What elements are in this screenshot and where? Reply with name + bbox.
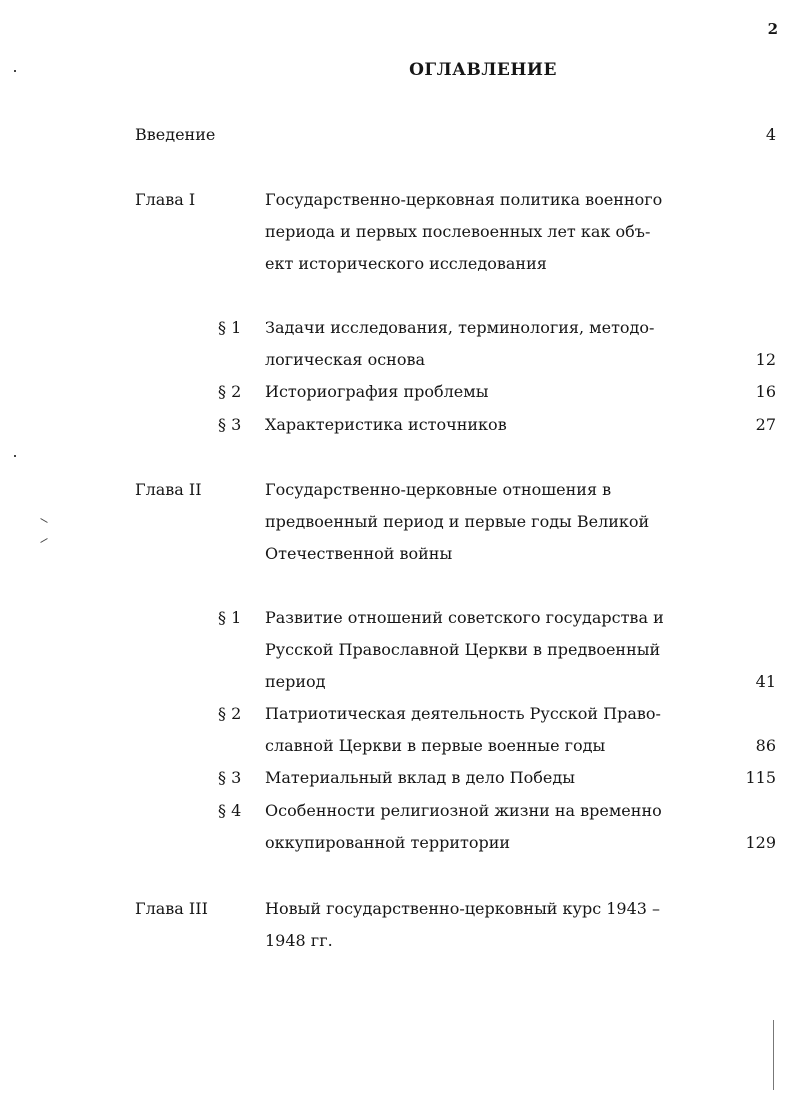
chapter-1-section-3-page: 27 (755, 415, 776, 434)
chapter-2-label: Глава II (135, 480, 202, 499)
scan-mark-left-3 (40, 518, 47, 523)
chapter-2-section-1-page: 41 (755, 672, 776, 691)
scan-mark-left-1 (14, 70, 16, 72)
chapter-1-section-3-line-1: Характеристика источников (265, 415, 507, 434)
chapter-2-section-2-line-2: славной Церкви в первые военные годы (265, 736, 606, 755)
chapter-2-section-3-num: § 3 (218, 768, 242, 787)
chapter-1-section-2-page: 16 (755, 382, 776, 401)
chapter-1-section-1-num: § 1 (218, 318, 242, 337)
chapter-2-section-4-page: 129 (745, 833, 776, 852)
chapter-1-title-line-3: ект исторического исследования (265, 254, 547, 273)
chapter-2-section-1-line-2: Русской Православной Церкви в предвоенный (265, 640, 661, 659)
chapter-2-title-line-3: Отечественной войны (265, 544, 453, 563)
chapter-2-section-1-line-3: период (265, 672, 326, 691)
chapter-3-title-line-1: Новый государственно-церковный курс 1943 – (265, 899, 661, 918)
chapter-1-section-1-page: 12 (755, 350, 776, 369)
chapter-2-section-3-line-1: Материальный вклад в дело Победы (265, 768, 575, 787)
chapter-2-section-2-line-1: Патриотическая деятельность Русской Право- (265, 704, 661, 723)
intro-page: 4 (765, 125, 776, 144)
chapter-2-title-line-1: Государственно-церковные отношения в (265, 480, 612, 499)
chapter-2-section-1-line-1: Развитие отношений советского государства и (265, 608, 664, 627)
chapter-1-section-2-line-1: Историография проблемы (265, 382, 489, 401)
chapter-2-section-3-page: 115 (745, 768, 776, 787)
chapter-2-section-2-num: § 2 (218, 704, 242, 723)
chapter-1-section-3-num: § 3 (218, 415, 242, 434)
chapter-1-section-1-line-1: Задачи исследования, терминология, методо- (265, 318, 655, 337)
chapter-3-title-line-2: 1948 гг. (265, 931, 333, 950)
intro-label: Введение (135, 125, 216, 144)
chapter-1-section-1-line-2: логическая основа (265, 350, 426, 369)
scan-mark-left-2 (14, 455, 16, 457)
chapter-2-section-4-num: § 4 (218, 801, 242, 820)
chapter-2-section-2-page: 86 (755, 736, 776, 755)
chapter-2-section-4-line-1: Особенности религиозной жизни на временно (265, 801, 662, 820)
page-number: 2 (767, 20, 778, 38)
scan-mark-left-4 (40, 538, 47, 543)
chapter-2-section-4-line-2: оккупированной территории (265, 833, 511, 852)
page-title: ОГЛАВЛЕНИЕ (409, 60, 557, 80)
chapter-1-label: Глава I (135, 190, 196, 209)
chapter-1-title-line-1: Государственно-церковная политика военного (265, 190, 663, 209)
chapter-2-title-line-2: предвоенный период и первые годы Великой (265, 512, 650, 531)
scan-mark-right-edge (773, 1020, 774, 1090)
chapter-2-section-1-num: § 1 (218, 608, 242, 627)
chapter-1-title-line-2: периода и первых послевоенных лет как объ- (265, 222, 651, 241)
chapter-3-label: Глава III (135, 899, 208, 918)
chapter-1-section-2-num: § 2 (218, 382, 242, 401)
